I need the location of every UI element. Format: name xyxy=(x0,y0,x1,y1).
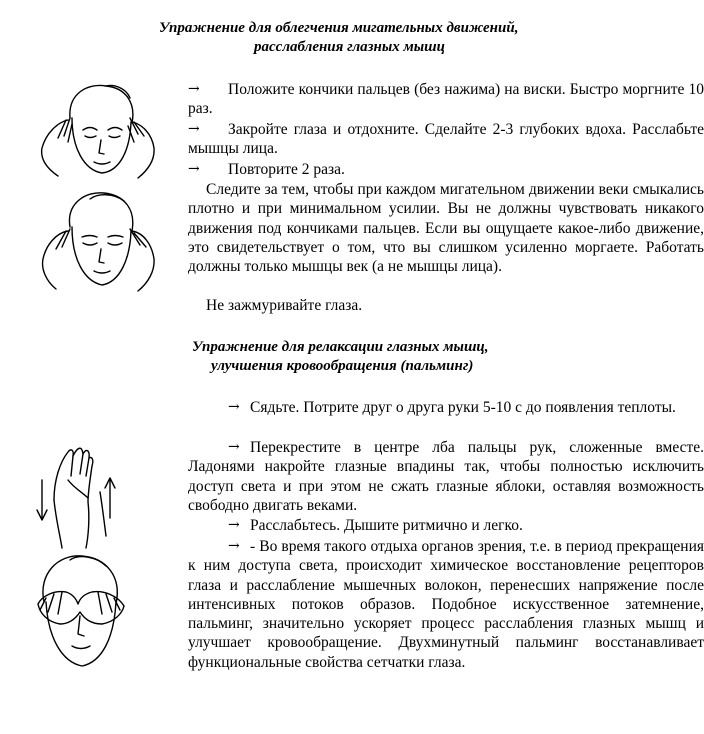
face-closed-eyes-illustration xyxy=(28,185,158,295)
section1-step3-text: Повторите 2 раза. xyxy=(228,161,345,178)
face-fingers-temples-illustration xyxy=(28,78,158,183)
section2-title-line2: улучшения кровообращения (пальминг) xyxy=(211,358,474,374)
section1-step1 xyxy=(188,80,704,119)
section1-step2 xyxy=(188,120,704,159)
arrow-icon: → xyxy=(228,517,240,533)
section2-step3-text: Расслабьтесь. Дышите ритмично и легко. xyxy=(250,517,523,534)
arrow-icon: → xyxy=(188,161,200,177)
section2-step1 xyxy=(188,398,704,417)
section1-step1-text: Положите кончики пальцев (без нажима) на виски. Быстро моргните 10 раз. xyxy=(188,81,704,118)
face-palming-illustration xyxy=(26,552,136,682)
section1-warning: Не зажмуривайте глаза. xyxy=(206,297,363,314)
section2-step3 xyxy=(188,516,704,535)
section1-step2-text: Закройте глаза и отдохните. Сделайте 2-3 глубоких вдоха. Расслабьте мышцы лица. xyxy=(188,121,704,158)
section2-step2 xyxy=(188,438,704,515)
section2-step1-text: Сядьте. Потрите друг о друга руки 5-10 с до появления теплоты. xyxy=(250,399,676,416)
arrow-icon: → xyxy=(188,121,200,137)
arrow-icon: → xyxy=(188,81,200,97)
section2-step4 xyxy=(188,537,704,672)
arrow-icon: → xyxy=(228,538,240,554)
section1-step3 xyxy=(188,160,704,179)
section2-step4-text: - Во время такого отдыха органов зрения, т.е. в период прекращения к ним доступа света, происходит химическое восстановление рецепторов глаза и расслабление мышечных волокон, перенесших напряжение после интенсивных потоков образов. Подобное искусственное затемнение, пальминг, значительно ускоряет процесс расслабления глазных мышц и улучшает кровообращение. Двухминутный пальминг восстанавливает функциональные свойства сетчатки глаза. xyxy=(188,538,704,671)
section1-title-line1: Упражнение для облегчения мигательных движений, xyxy=(159,20,519,36)
arrow-icon: → xyxy=(228,399,240,415)
section2-title-line1: Упражнение для релаксации глазных мышц, xyxy=(192,339,489,355)
hands-rubbing-illustration xyxy=(30,440,140,550)
arrow-icon: → xyxy=(228,439,240,455)
section2-step2-text: Перекрестите в центре лба пальцы рук, сложенные вместе. Ладонями накройте глазные впадины так, чтобы полностью исключить доступ света и при этом не сжать глазные яблоки, оставляя возможность свободно двигать веками. xyxy=(188,439,704,514)
section1-title-line2: расслабления глазных мышц xyxy=(254,39,446,55)
section1-note: Следите за тем, чтобы при каждом мигательном движении веки смыкались плотно и при минимальном усилии. Вы не должны чувствовать никакого движения под кончиками пальцев. Если вы ощущаете какое-либо движение, это свидетельствует о том, что вы слишком усиленно моргаете. Работать должны только мышцы век (а не мышцы лица). xyxy=(188,181,704,276)
